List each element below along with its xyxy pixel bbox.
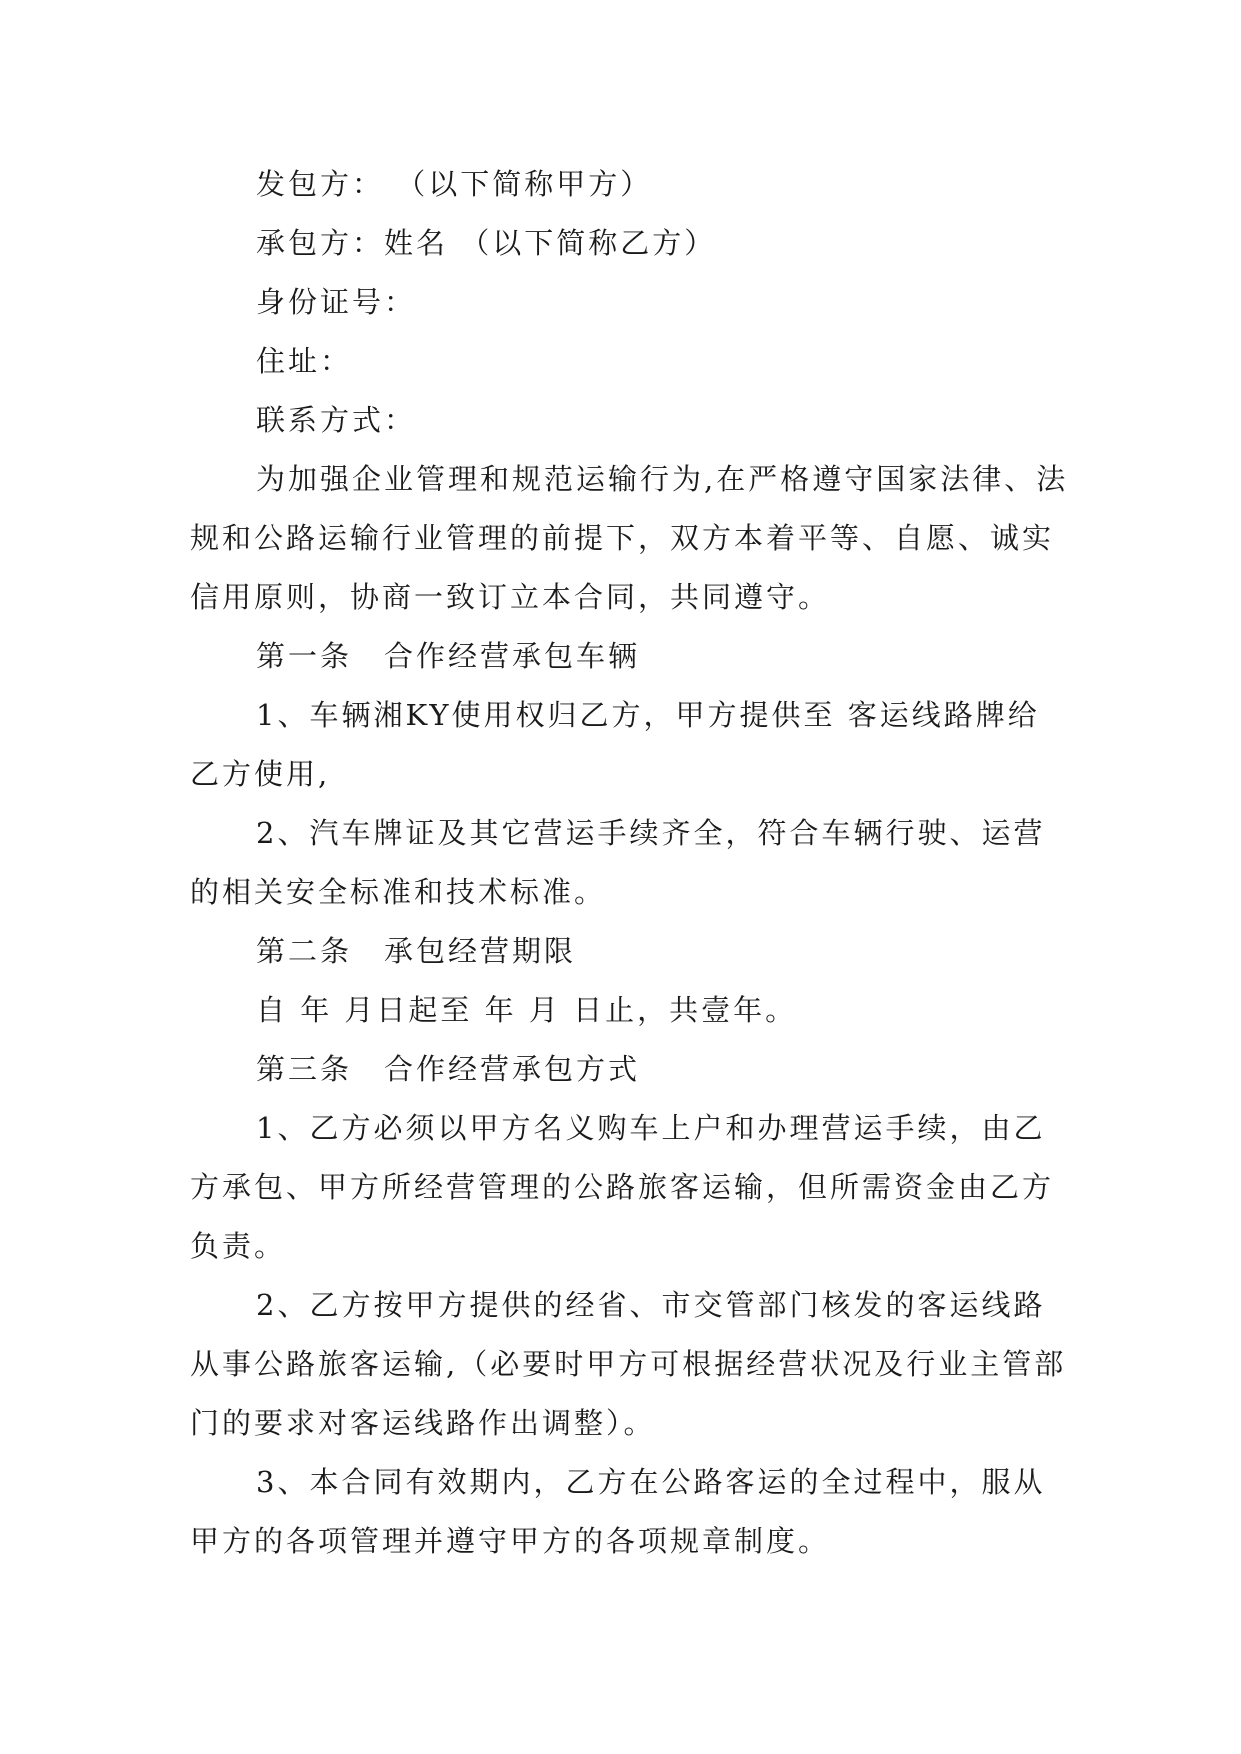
id-number-line: 身份证号： <box>256 285 417 319</box>
article-2-heading: 第二条 承包经营期限 <box>256 934 577 968</box>
article-3-item-1: 1、乙方必须以甲方名义购车上户和办理营运手续，由乙方承包、甲方所经营管理的公路旅客运输，但所需资金由乙方负责。 <box>190 1111 1055 1263</box>
article-3-heading: 第三条 合作经营承包方式 <box>256 1052 641 1086</box>
article-2-term: 自 年 月日起至 年 月 日止，共壹年。 <box>256 993 798 1027</box>
article-3-item-3: 3、本合同有效期内，乙方在公路客运的全过程中，服从甲方的各项管理并遵守甲方的各项规章制度。 <box>190 1465 1046 1558</box>
article-1-heading: 第一条 合作经营承包车辆 <box>256 639 641 673</box>
party-a-line: 发包方： （以下简称甲方） <box>256 167 653 201</box>
article-3-item-2: 2、乙方按甲方提供的经省、市交管部门核发的客运线路从事公路旅客运输,（必要时甲方可根据经营状况及行业主管部门的要求对客运线路作出调整）。 <box>190 1288 1067 1440</box>
preamble-paragraph: 为加强企业管理和规范运输行为,在严格遵守国家法律、法规和公路运输行业管理的前提下，双方本着平等、自愿、诚实信用原则，协商一致订立本合同，共同遵守。 <box>190 462 1069 614</box>
party-b-line: 承包方：姓名 （以下简称乙方） <box>256 226 717 260</box>
contact-line: 联系方式： <box>256 403 417 437</box>
article-1-item-1: 1、车辆湘KY使用权归乙方，甲方提供至 客运线路牌给乙方使用, <box>190 698 1040 791</box>
contract-body <box>190 155 1070 1571</box>
article-1-item-2: 2、汽车牌证及其它营运手续齐全，符合车辆行驶、运营的相关安全标准和技术标准。 <box>190 816 1046 909</box>
address-line: 住址： <box>256 344 353 378</box>
